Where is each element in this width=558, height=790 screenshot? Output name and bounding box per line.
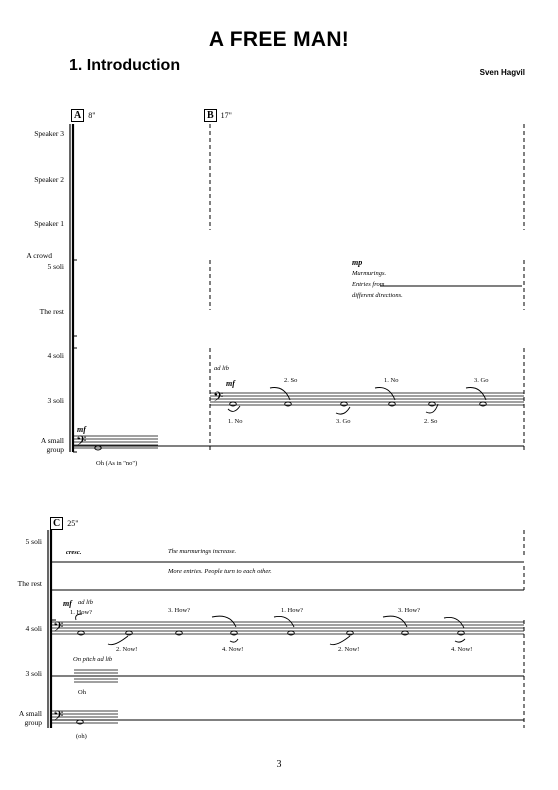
system2-lyric-below-1: 2. Now!: [116, 646, 138, 653]
system1-three-soli-dynamic: mf: [226, 379, 235, 388]
rehearsal-letter-b: B: [204, 109, 217, 122]
system1-ad-lib: ad lib: [214, 365, 229, 372]
system2-lyric-below-2: 4. Now!: [222, 646, 244, 653]
rehearsal-mark-a: [71, 105, 96, 123]
label-speaker-1: Speaker 1: [34, 219, 64, 228]
rehearsal-letter-c: C: [50, 517, 63, 530]
system2-lyric-above-4: 3. How?: [398, 607, 421, 614]
label-small-group-line1: A small: [40, 436, 64, 445]
system1-brackets: [70, 124, 77, 452]
rehearsal-time-b: 17": [220, 111, 232, 120]
system1-lyric-above-1: 2. So: [284, 377, 298, 384]
system2-lyric-above-2: 3. How?: [168, 607, 191, 614]
system2-cresc: cresc.: [66, 549, 82, 556]
system1-lyric-below-1: 1. No: [228, 418, 243, 425]
label-speaker-3: Speaker 3: [34, 129, 64, 138]
label-four-soli: 4 soli: [47, 351, 64, 360]
system1-lyric-below-3: 2. So: [424, 418, 438, 425]
murmur-dynamic: mp: [352, 258, 363, 267]
label-small-group-line2: group: [46, 445, 64, 454]
system1-lyric-above-2: 1. No: [384, 377, 399, 384]
system2-four-soli-ad-lib: ad lib: [78, 599, 93, 606]
system2-small-group-clef: 𝄢: [53, 708, 64, 727]
system2-label-small-group-line2: group: [24, 718, 42, 727]
system1-three-soli-notes: [228, 388, 486, 415]
system2-lyric-below-3: 2. Now!: [338, 646, 360, 653]
system2-four-soli-dynamic: mf: [63, 599, 72, 608]
rehearsal-mark-b: [204, 105, 232, 123]
system2-small-group-note: [77, 720, 84, 724]
system2-four-soli-notes: [76, 614, 465, 645]
system1-small-group-lyric: Oh (As in "no"): [96, 460, 138, 467]
murmur-line-2: Entries from: [352, 281, 385, 288]
murmur-line-1: Murmurings.: [352, 270, 387, 277]
system2-label-small-group-line1: A small: [18, 709, 42, 718]
system2-lyric-above-1: 1. How?: [70, 609, 93, 616]
page-number: 3: [276, 759, 282, 770]
system2-three-soli-instruction: On pitch ad lib: [73, 656, 113, 663]
label-the-rest: The rest: [39, 307, 64, 316]
murmur-line-3: different directions.: [352, 292, 403, 299]
rehearsal-time-c: 25": [67, 519, 79, 528]
composer-name: Sven Hagvil: [479, 68, 525, 77]
section-title: 1. Introduction: [69, 57, 181, 74]
system2-label-four-soli: 4 soli: [25, 624, 42, 633]
system1-small-group-clef: 𝄢: [76, 433, 87, 452]
label-three-soli: 3 soli: [47, 396, 64, 405]
piece-title: A FREE MAN!: [208, 28, 350, 51]
system1-three-soli-staff: [210, 393, 524, 405]
system2-crowd-text-1: The murmurings increase.: [168, 548, 237, 555]
system2-crowd-text-2: More entries. People turn to each other.: [168, 568, 272, 575]
system2-three-soli-staff: [74, 670, 118, 682]
rehearsal-letter-a: A: [71, 109, 84, 122]
system2-small-group-lyric: (oh): [76, 733, 87, 740]
system2-label-the-rest: The rest: [17, 579, 42, 588]
system2-three-soli-lyric: Oh: [78, 689, 86, 696]
system2-label-three-soli: 3 soli: [25, 669, 42, 678]
label-crowd-heading: A crowd: [26, 251, 52, 260]
system1-three-soli-clef: 𝄢: [213, 389, 224, 408]
label-speaker-2: Speaker 2: [34, 175, 64, 184]
system1-lyric-above-3: 3. Go: [474, 377, 489, 384]
system2-lyric-above-3: 1. How?: [281, 607, 304, 614]
system2-lyric-below-4: 4. Now!: [451, 646, 473, 653]
rehearsal-time-a: 8": [88, 111, 96, 120]
system1-lyric-below-2: 3. Go: [336, 418, 351, 425]
system2-label-five-soli: 5 soli: [25, 537, 42, 546]
system1-dashed-barlines: [210, 124, 524, 452]
system2-four-soli-clef: 𝄢: [53, 619, 64, 638]
label-five-soli: 5 soli: [47, 262, 64, 271]
system1-small-group-dynamic: mf: [77, 425, 86, 434]
rehearsal-mark-c: [50, 513, 79, 531]
